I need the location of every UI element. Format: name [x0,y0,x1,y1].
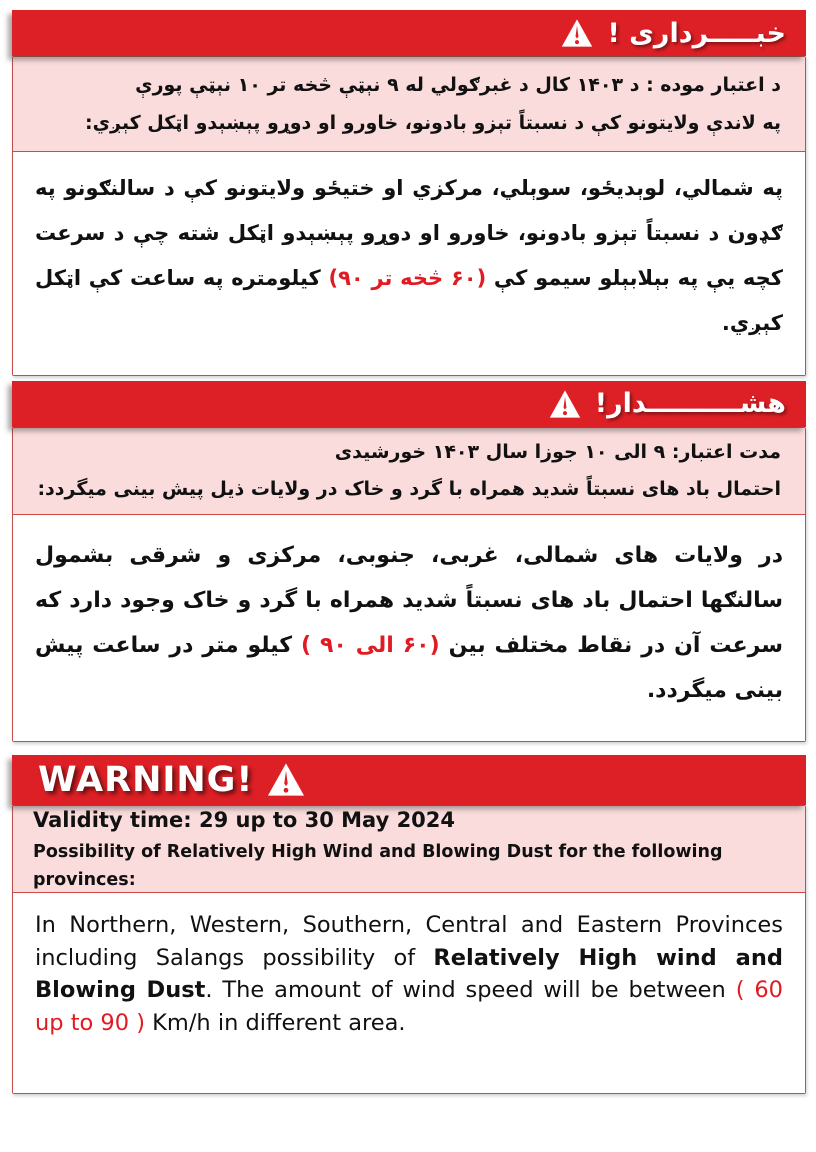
dari-body-text-end: کیلو متر در ساعت پیش بینی میگردد. [35,632,783,703]
section-english [12,755,806,1094]
dari-body-paragraph [13,515,805,741]
pashto-wind-speed-value: (۶۰ څخه تر ۹۰) [328,266,487,291]
english-validity-line: Validity time: 29 up to 30 May 2024 [33,808,456,833]
section-dari [12,381,806,742]
english-wind-speed-value: ( 60 up to 90 ) [35,977,783,1036]
english-body-text-end: Km/h in different area. [145,1009,406,1036]
english-provinces-line: Possibility of Relatively High Wind and Blowing Dust for the following provinces: [33,841,723,890]
english-hazard-phrase: Relatively High wind and Blowing Dust [35,944,783,1004]
english-body-paragraph [13,893,805,1093]
pashto-warning-banner [12,10,806,56]
section-pashto [12,10,806,376]
english-body-text: In Northern, Western, Southern, Central and Eastern Provinces including Salangs possibility of [35,911,783,971]
pashto-body-text: په شمالي، لوېدیځو، سوېلي، مرکزي او ختیځو ولایتونو کې د سالنګونو په ګډون د نسبتاً تېزو بادونو، خاورو او دوړو پېښېدو اټکل شته چې د سرعت کچه یې په بېلابېلو سیمو کې [35,176,783,291]
pashto-validity-block [13,57,805,152]
dari-validity-block [13,428,805,515]
dari-provinces-line: احتمال باد های نسبتاً شدید همراه با گرد و خاک در ولایات ذیل پیش بینی میگردد: [37,477,781,500]
english-validity-block [13,806,805,893]
pashto-provinces-line: په لاندې ولایتونو کې د نسبتاً تېزو بادونو، خاورو او دوړو پېښېدو اټکل کېږي: [85,112,781,134]
english-body-text-mid: . The amount of wind speed will be between [205,977,736,1004]
english-warning-banner [12,755,806,805]
dari-wind-speed-value: (۶۰ الی ۹۰ ) [300,632,440,658]
dari-banner-title: هشــــــــــدار! [594,388,786,420]
pashto-banner-title: خبـــــرداری ! [607,17,786,49]
warning-triangle-icon [549,389,581,419]
warning-triangle-icon [561,18,593,48]
pashto-body-text-end: کیلومتره په ساعت کې اټکل کېږي. [35,266,783,336]
english-banner-title: WARNING! [38,759,254,800]
pashto-body-paragraph [13,152,805,375]
dari-body-text: در ولایات های شمالی، غربی، جنوبی، مرکزی و شرقی بشمول سالنګها احتمال باد های نسبتاً شدید همراه با گرد و خاک وجود دارد که سرعت آن در نقاط مختلف بین [35,542,783,658]
pashto-section-box [12,56,806,376]
dari-section-box [12,427,806,742]
english-section-box [12,805,806,1094]
warning-triangle-icon [267,762,305,797]
dari-warning-banner [12,381,806,427]
pashto-validity-line: د اعتبار موده : د ۱۴۰۳ کال د غبرګولي له ۹ نېټې څخه تر ۱۰ نېټې پورې [135,74,781,96]
dari-validity-line: مدت اعتبار: ۹ الی ۱۰ جوزا سال ۱۴۰۳ خورشیدی [334,440,781,463]
